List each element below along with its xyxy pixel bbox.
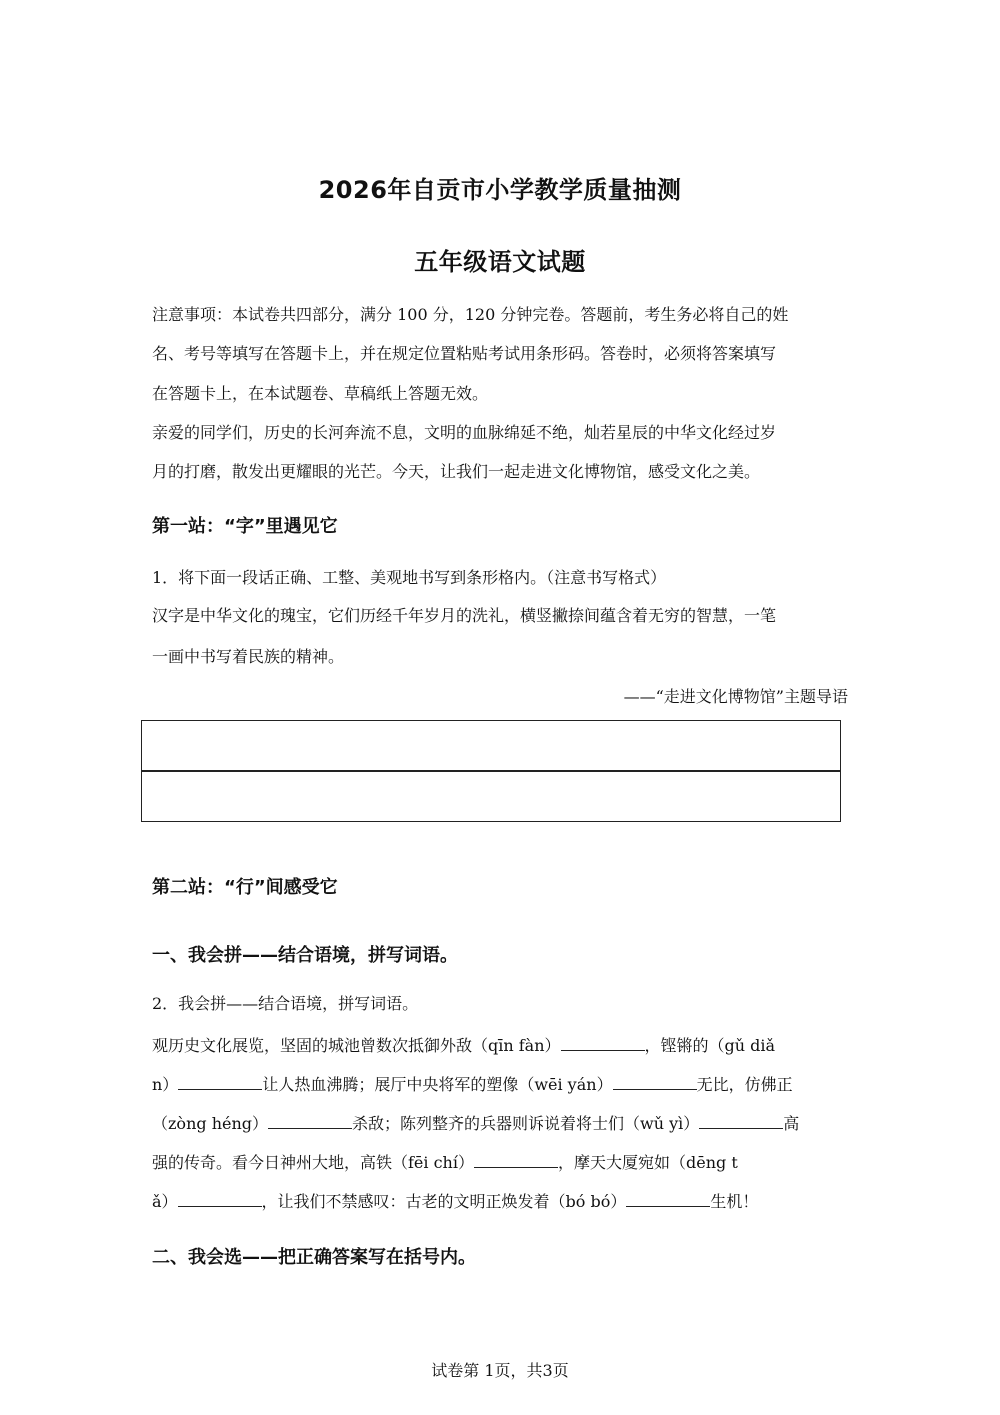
answer-blank[interactable]: [626, 1190, 710, 1207]
answer-blank[interactable]: [561, 1034, 645, 1051]
q2-line-3-text-c: 高: [783, 1114, 800, 1133]
q2-line-2: [152, 1073, 852, 1096]
q1-prompt: 1．将下面一段话正确、工整、美观地书写到条形格内。（注意书写格式）: [152, 568, 667, 587]
writing-grid-row-1[interactable]: [141, 720, 841, 772]
q2-line-1: [152, 1034, 852, 1057]
answer-blank[interactable]: [699, 1112, 783, 1129]
q2-line-2-text-b: 让人热血沸腾；展厅中央将军的塑像（wēi yán）: [262, 1075, 613, 1094]
q2-line-2-text-a: n）: [152, 1075, 179, 1094]
q1-source: ——“走进文化博物馆”主题导语: [623, 687, 848, 706]
q2-line-5-text-b: ，让我们不禁感叹：古老的文明正焕发着（bó bó）: [261, 1192, 627, 1211]
notice-line-2: 名、考号等填写在答题卡上，并在规定位置粘贴考试用条形码。答卷时，必须将答案填写: [152, 344, 777, 363]
answer-blank[interactable]: [178, 1190, 262, 1207]
part1-heading: 一、我会拼——结合语境，拼写词语。: [152, 945, 458, 966]
station1-heading: 第一站：“字”里遇见它: [152, 516, 338, 537]
q2-line-4-text-b: ，摩天大厦宛如（dēng t: [557, 1153, 738, 1172]
notice-line-3: 在答题卡上，在本试题卷、草稿纸上答题无效。: [152, 384, 489, 403]
q2-line-2-text-c: 无比，仿佛正: [696, 1075, 793, 1094]
exam-subtitle: 五年级语文试题: [414, 248, 586, 276]
q2-line-4-text-a: 强的传奇。看今日神州大地，高铁（fēi chí）: [152, 1153, 474, 1172]
station2-heading: 第二站：“行”间感受它: [152, 877, 338, 898]
q2-line-3-text-a: （zòng héng）: [152, 1114, 269, 1133]
q2-line-5-text-c: 生机！: [710, 1192, 759, 1211]
answer-blank[interactable]: [178, 1073, 262, 1090]
answer-blank[interactable]: [474, 1151, 558, 1168]
q2-line-4: [152, 1151, 852, 1174]
q2-line-5-text-a: ǎ）: [152, 1192, 178, 1211]
q2-line-1-text-b: ，铿锵的（gǔ diǎ: [644, 1036, 776, 1055]
q2-line-1-text-a: 观历史文化展览，坚固的城池曾数次抵御外敌（qīn fàn）: [152, 1036, 561, 1055]
intro-line-1: 亲爱的同学们，历史的长河奔流不息，文明的血脉绵延不绝，灿若星辰的中华文化经过岁: [152, 423, 777, 442]
answer-blank[interactable]: [268, 1112, 352, 1129]
notice-line-1: 注意事项：本试卷共四部分，满分 100 分，120 分钟完卷。答题前，考生务必将自己的姓: [152, 305, 789, 324]
page-footer: 试卷第 1页，共3页: [431, 1361, 569, 1380]
q2-line-5: [152, 1190, 852, 1213]
q2-prompt: 2．我会拼——结合语境，拼写词语。: [152, 994, 419, 1013]
q1-text-line-1: 汉字是中华文化的瑰宝，它们历经千年岁月的洗礼，横竖撇捺间蕴含着无穷的智慧，一笔: [152, 606, 777, 625]
q2-line-3-text-b: 杀敌；陈列整齐的兵器则诉说着将士们（wǔ yì）: [352, 1114, 700, 1133]
part2-heading: 二、我会选——把正确答案写在括号内。: [152, 1247, 476, 1268]
answer-blank[interactable]: [613, 1073, 697, 1090]
exam-title: 2026年自贡市小学教学质量抽测: [318, 176, 682, 204]
q2-line-3: [152, 1112, 852, 1135]
writing-grid-row-2[interactable]: [141, 770, 841, 822]
q1-text-line-2: 一画中书写着民族的精神。: [152, 647, 345, 666]
intro-line-2: 月的打磨，散发出更耀眼的光芒。今天，让我们一起走进文化博物馆，感受文化之美。: [152, 462, 761, 481]
